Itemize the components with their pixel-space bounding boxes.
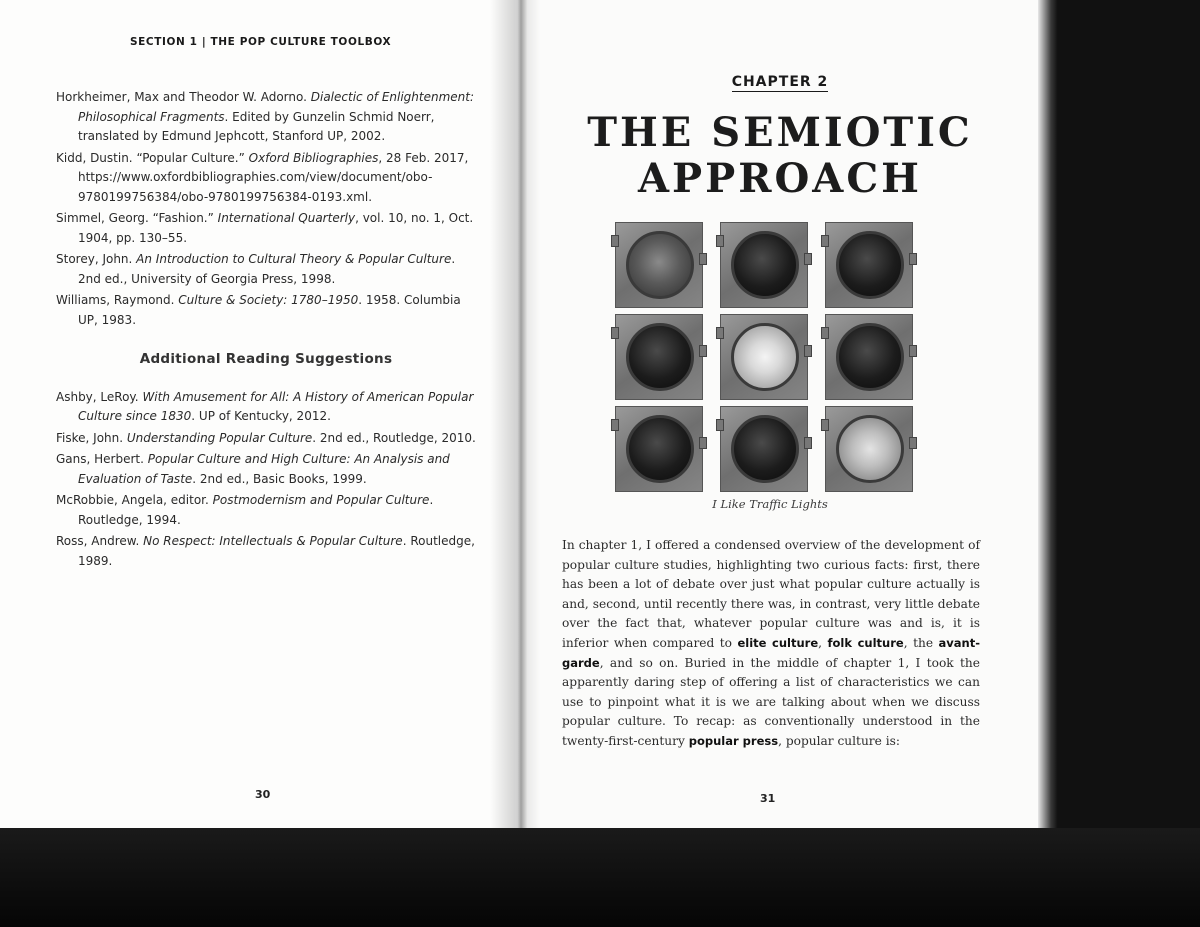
reference-entry: [56, 429, 476, 449]
housing-bolt: [821, 235, 829, 247]
key-term-folk-culture: folk culture: [827, 635, 904, 650]
body-paragraph: [562, 536, 980, 752]
traffic-light-housing: [615, 314, 703, 400]
reference-title: Oxford Bibliographies: [248, 150, 379, 165]
housing-bolt: [804, 345, 812, 357]
reference-title: No Respect: Intellectuals & Popular Culture: [143, 534, 403, 548]
scan-dark-edge: [1038, 0, 1200, 830]
housing-bolt: [611, 327, 619, 339]
chapter-title-line-1: THE SEMIOTIC: [587, 109, 973, 156]
chapter-label: [680, 74, 880, 90]
housing-bolt: [909, 253, 917, 265]
key-term-elite-culture: elite culture: [737, 635, 819, 650]
additional-reading-entries: [56, 388, 476, 572]
traffic-light-housing: [825, 222, 913, 308]
reference-entry: [56, 291, 476, 330]
additional-reading-heading: Additional Reading Suggestions: [139, 351, 393, 367]
housing-bolt: [821, 327, 829, 339]
chapter-title: [550, 110, 1010, 202]
reference-details: . 2nd ed., Basic Books, 1999.: [192, 471, 367, 486]
housing-bolt: [804, 253, 812, 265]
reference-entry: [56, 149, 476, 208]
reference-author: Gans, Herbert.: [56, 452, 148, 466]
reference-title: An Introduction to Cultural Theory & Popular Culture: [136, 252, 452, 266]
body-text-2: ,: [818, 635, 828, 650]
reference-author: Storey, John.: [56, 252, 137, 266]
reference-entry: [56, 88, 476, 147]
traffic-light-housing: [825, 406, 913, 492]
housing-bolt: [716, 327, 724, 339]
reference-author: Fiske, John.: [56, 430, 127, 445]
reference-details: . Edited by Gunzelin Schmid Noerr, translated by Edmund Jephcott, Stanford UP, 2002.: [78, 109, 435, 143]
body-text-4: , and so on. Buried in the middle of chapter 1, I took the apparently daring step of offering a list of characteristics we can use to pinpoint what it is we are talking about when we discuss popular culture. To recap: as conventionally understood in the twenty-first-century: [562, 655, 980, 748]
body-text-5: , popular culture is:: [778, 733, 900, 748]
reference-author: Williams, Raymond.: [56, 293, 179, 307]
traffic-light-1: [612, 222, 706, 494]
reference-entry: [56, 388, 476, 427]
reference-title: Culture & Society: 1780–1950: [178, 293, 359, 307]
traffic-light-lamp: [626, 415, 694, 483]
housing-bolt: [716, 419, 724, 431]
traffic-light-lamp: [836, 415, 904, 483]
reference-author: Ashby, LeRoy.: [56, 389, 143, 404]
traffic-light-housing: [720, 314, 808, 400]
reference-author: Ross, Andrew.: [56, 534, 144, 548]
chapter-label-text: CHAPTER 2: [731, 74, 829, 90]
page-number-left: 30: [255, 788, 271, 801]
reference-entry: [56, 532, 476, 571]
housing-bolt: [716, 235, 724, 247]
traffic-light-lamp: [626, 231, 694, 299]
reference-details: . Routledge, 1994.: [78, 493, 434, 527]
body-text-3: , the: [903, 635, 939, 650]
traffic-light-lamp: [626, 323, 694, 391]
reference-details: . 1958. Columbia UP, 1983.: [78, 293, 461, 327]
traffic-light-lamp: [731, 415, 799, 483]
reference-author: Kidd, Dustin. “Popular Culture.”: [56, 150, 249, 165]
figure-caption: I Like Traffic Lights: [712, 497, 828, 511]
housing-bolt: [909, 437, 917, 449]
housing-bolt: [909, 345, 917, 357]
key-term-avant-garde: avant-garde: [562, 635, 980, 670]
reference-title: International Quarterly: [217, 211, 356, 225]
reference-title: Popular Culture and High Culture: An Analysis and Evaluation of Taste: [78, 452, 450, 486]
housing-bolt: [699, 437, 707, 449]
key-term-popular-press: popular press: [688, 733, 779, 748]
traffic-light-lamp: [836, 323, 904, 391]
traffic-light-2: [717, 222, 811, 494]
reference-title: With Amusement for All: A History of American Popular Culture since 1830: [78, 389, 474, 423]
reference-author: Simmel, Georg. “Fashion.”: [56, 211, 218, 225]
traffic-light-housing: [825, 314, 913, 400]
reference-entry: [56, 491, 476, 530]
housing-bolt: [821, 419, 829, 431]
reference-details: , 28 Feb. 2017, https://www.oxfordbibliographies.com/view/document/obo-9780199756384/obo-9780199756384-0193.xml.: [78, 150, 469, 204]
reference-details: . Routledge, 1989.: [78, 534, 475, 568]
traffic-light-housing: [720, 406, 808, 492]
reference-details: . 2nd ed., University of Georgia Press, 1998.: [78, 252, 456, 286]
reference-title: Dialectic of Enlightenment: Philosophical Fragments: [78, 90, 475, 124]
works-cited-entries: [56, 88, 476, 330]
reference-details: . UP of Kentucky, 2012.: [191, 409, 331, 423]
housing-bolt: [611, 419, 619, 431]
running-head: SECTION 1 | THE POP CULTURE TOOLBOX: [130, 36, 392, 48]
reference-title: Postmodernism and Popular Culture: [212, 493, 430, 507]
traffic-light-lamp: [731, 231, 799, 299]
traffic-light-lamp: [731, 323, 799, 391]
body-text-1: In chapter 1, I offered a condensed overview of the development of popular culture studies, highlighting two curious facts: first, there has been a lot of debate over just what popular culture actually is and, second, until recently there was, in contrast, very little debate over the fact that, whatever popular culture was and is, it is inferior when compared to: [562, 538, 980, 650]
traffic-light-lamp: [836, 231, 904, 299]
reference-details: . 2nd ed., Routledge, 2010.: [312, 430, 476, 445]
traffic-light-housing: [615, 222, 703, 308]
references-list: [56, 88, 476, 573]
reference-entry: [56, 450, 476, 489]
reference-entry: [56, 250, 476, 289]
reference-entry: [56, 209, 476, 248]
reference-title: Understanding Popular Culture: [126, 430, 313, 445]
traffic-light-3: [822, 222, 916, 494]
reference-author: McRobbie, Angela, editor.: [56, 493, 213, 507]
reference-author: Horkheimer, Max and Theodor W. Adorno.: [56, 90, 311, 104]
housing-bolt: [611, 235, 619, 247]
housing-bolt: [699, 253, 707, 265]
traffic-light-housing: [720, 222, 808, 308]
scan-bottom-band: [0, 828, 1200, 927]
traffic-light-housing: [615, 406, 703, 492]
reference-details: , vol. 10, no. 1, Oct. 1904, pp. 130–55.: [78, 211, 474, 245]
traffic-lights-photo: [612, 222, 916, 494]
chapter-title-line-2: APPROACH: [638, 155, 922, 202]
housing-bolt: [699, 345, 707, 357]
page-number-right: 31: [760, 792, 776, 805]
book-gutter: [490, 0, 540, 830]
housing-bolt: [804, 437, 812, 449]
